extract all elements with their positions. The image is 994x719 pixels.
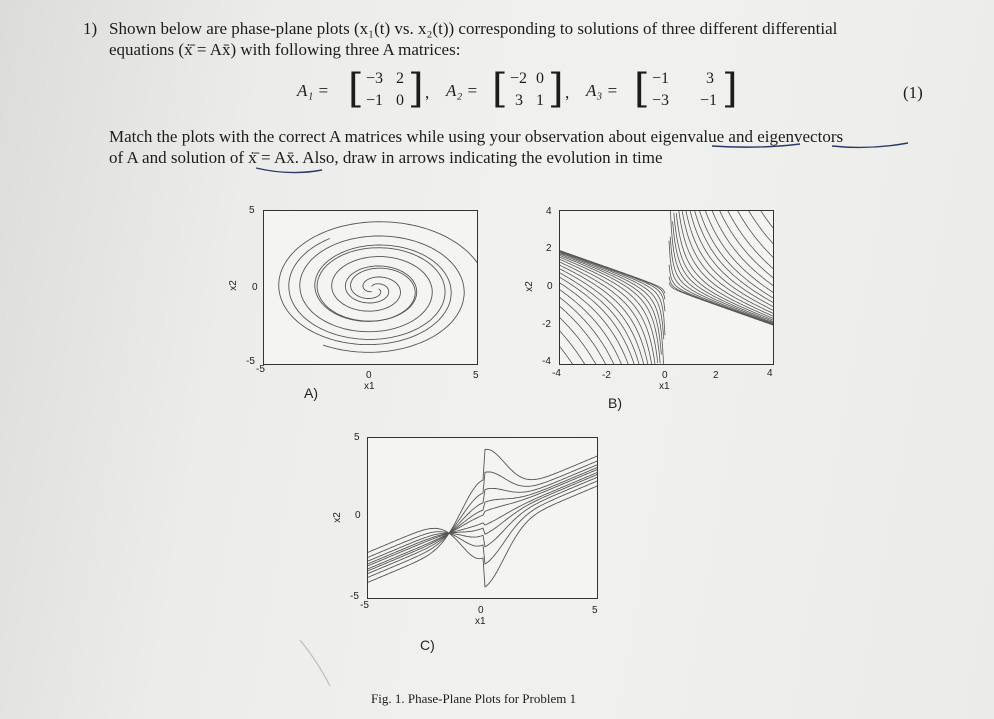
plot-b-xtick: 2 xyxy=(713,370,719,381)
plot-c-xtick: -5 xyxy=(360,600,369,611)
plot-b-xtick: -2 xyxy=(602,370,611,381)
trajectory-curve xyxy=(560,294,616,365)
trajectory-curve xyxy=(736,211,774,263)
plot-c-xlabel: x1 xyxy=(475,616,486,627)
plot-c-xtick: 0 xyxy=(478,605,484,616)
problem-number: 1) xyxy=(83,19,98,38)
plot-b-xtick: -4 xyxy=(552,368,561,379)
problem-line-1: Shown below are phase-plane plots (x₁(t) vs. x₂(t)) corresponding to solutions of three different differential xyxy=(109,19,838,38)
plot-a-ytick: 5 xyxy=(249,205,255,216)
plot-c-axes xyxy=(367,437,598,599)
trajectory-curve xyxy=(560,303,609,365)
plot-b-xtick: 4 xyxy=(767,368,773,379)
trajectory-curve xyxy=(368,470,598,568)
trajectory-curve xyxy=(560,342,576,365)
plot-a-ytick: -5 xyxy=(246,356,255,367)
matrix-cell: 2 xyxy=(396,70,404,87)
problem-line-3: Match the plots with the correct A matrices while using your observation about eigenvalue and eigenvectors xyxy=(109,127,844,146)
plot-c-ytick: -5 xyxy=(350,591,359,602)
plot-a-label: A) xyxy=(304,385,318,401)
figure-caption: Fig. 1. Phase-Plane Plots for Problem 1 xyxy=(371,691,577,706)
trajectory-curve xyxy=(368,475,598,563)
matrix-cell: −3 xyxy=(366,70,384,87)
plot-b-ytick: 4 xyxy=(546,206,552,217)
trajectory-curve xyxy=(727,211,774,274)
plot-b-xlabel: x1 xyxy=(659,381,670,392)
trajectory-curve xyxy=(560,267,645,365)
plot-b-saddle-trajectories xyxy=(560,211,774,365)
matrix-a1-name: A₁ = xyxy=(297,81,330,100)
plot-b-ytick: -2 xyxy=(542,319,551,330)
plot-c-label: C) xyxy=(420,637,435,653)
plot-a-xtick: 5 xyxy=(473,370,479,381)
matrix-cell: 0 xyxy=(536,70,544,87)
plot-b-ytick: 0 xyxy=(547,281,553,292)
plot-c-ytick: 0 xyxy=(355,510,361,521)
matrix-cell: 3 xyxy=(515,92,523,109)
matrix-cell: 3 xyxy=(706,70,714,87)
matrix-cell: −1 xyxy=(652,70,670,87)
equation-number: (1) xyxy=(903,83,923,102)
plot-b-xtick: 0 xyxy=(662,370,668,381)
matrix-cell: −3 xyxy=(652,92,670,109)
plot-b-ylabel: x2 xyxy=(523,281,535,292)
trajectory-curve xyxy=(747,211,774,251)
plot-a-ytick: 0 xyxy=(252,282,258,293)
problem-line-4: of A and solution of ẋ̄ = Ax̄. Also, draw in arrows indicating the evolution in time xyxy=(109,148,663,167)
trajectory-curve xyxy=(689,211,774,310)
plot-c-node-trajectories xyxy=(368,438,598,599)
trajectory-curve xyxy=(699,211,774,302)
trajectory-curve xyxy=(560,314,599,365)
trajectory-curve xyxy=(368,472,598,566)
plot-a-xtick: -5 xyxy=(256,364,265,375)
plot-c-ylabel: x2 xyxy=(331,512,343,523)
plot-a-axes xyxy=(263,210,478,365)
trajectory-curve xyxy=(758,211,774,236)
trajectory-curve xyxy=(368,465,598,573)
plot-a-xlabel: x1 xyxy=(364,381,375,392)
plot-a-ylabel: x2 xyxy=(227,280,239,291)
plot-b-axes xyxy=(559,210,774,365)
matrix-cell: 0 xyxy=(396,92,404,109)
matrix-cell: −1 xyxy=(366,92,384,109)
problem-line-2: equations (ẋ̄ = Ax̄) with following three A matrices: xyxy=(109,40,461,59)
trajectory-curve xyxy=(711,211,774,290)
matrix-cell: 1 xyxy=(536,92,544,109)
plot-c-ytick: 5 xyxy=(354,432,360,443)
plot-a-spiral-trajectories xyxy=(264,211,478,365)
plot-b-label: B) xyxy=(608,395,622,411)
matrix-a2-name: A₂ = xyxy=(446,81,479,100)
plot-c-xtick: 5 xyxy=(592,605,598,616)
matrix-cell: −2 xyxy=(510,70,528,87)
trajectory-curve xyxy=(368,467,598,571)
plot-b-ytick: 2 xyxy=(546,243,552,254)
matrix-a3-name: A₃ = xyxy=(586,81,619,100)
plot-b-ytick: -4 xyxy=(542,356,551,367)
plot-a-xtick: 0 xyxy=(366,370,372,381)
matrix-cell: −1 xyxy=(700,92,718,109)
trajectory-curve xyxy=(560,254,660,363)
